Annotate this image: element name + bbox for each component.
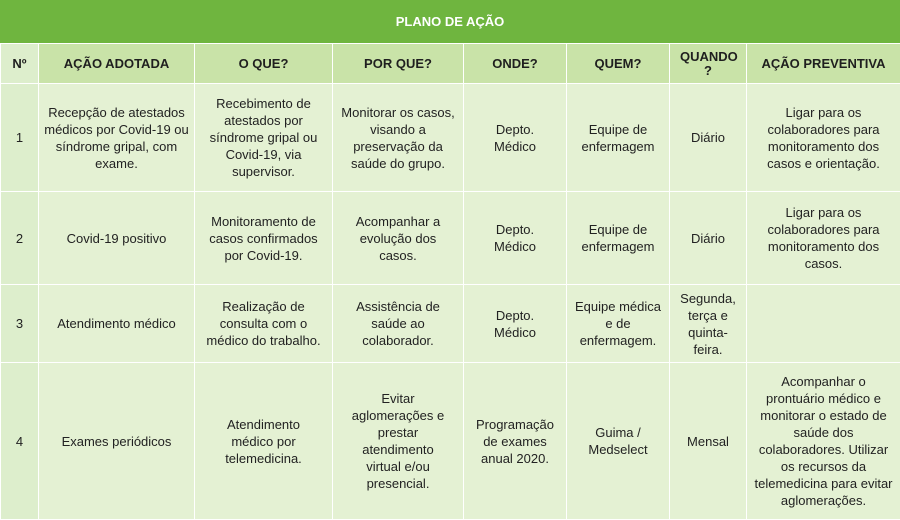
cell-onde: Programação de exames anual 2020. (464, 363, 567, 520)
cell-oque: Atendimento médico por telemedicina. (195, 363, 333, 520)
cell-quando: Diário (670, 84, 747, 192)
cell-quem: Equipe de enfermagem (567, 192, 670, 285)
cell-acao: Exames periódicos (39, 363, 195, 520)
cell-preventiva (747, 285, 900, 363)
cell-porque: Acompanhar a evolução dos casos. (333, 192, 464, 285)
cell-acao: Atendimento médico (39, 285, 195, 363)
cell-num: 2 (1, 192, 39, 285)
cell-quando: Diário (670, 192, 747, 285)
cell-oque: Monitoramento de casos confirmados por Covid-19. (195, 192, 333, 285)
cell-quem: Equipe de enfermagem (567, 84, 670, 192)
cell-porque: Monitorar os casos, visando a preservação da saúde do grupo. (333, 84, 464, 192)
cell-onde: Depto. Médico (464, 192, 567, 285)
header-acao: AÇÃO ADOTADA (39, 44, 195, 84)
header-num: Nº (1, 44, 39, 84)
header-porque: POR QUE? (333, 44, 464, 84)
cell-num: 1 (1, 84, 39, 192)
header-quando: QUANDO ? (670, 44, 747, 84)
cell-preventiva: Acompanhar o prontuário médico e monitorar o estado de saúde dos colaboradores. Utilizar os recursos da telemedicina para evitar aglomerações. (747, 363, 900, 520)
cell-quando: Segunda, terça e quinta-feira. (670, 285, 747, 363)
header-onde: ONDE? (464, 44, 567, 84)
action-plan-table (0, 43, 900, 520)
cell-num: 3 (1, 285, 39, 363)
cell-onde: Depto. Médico (464, 84, 567, 192)
table-row (1, 285, 900, 363)
cell-acao: Covid-19 positivo (39, 192, 195, 285)
cell-quando: Mensal (670, 363, 747, 520)
cell-oque: Realização de consulta com o médico do trabalho. (195, 285, 333, 363)
table-row (1, 84, 900, 192)
header-quem: QUEM? (567, 44, 670, 84)
cell-porque: Assistência de saúde ao colaborador. (333, 285, 464, 363)
cell-porque: Evitar aglomerações e prestar atendimento virtual e/ou presencial. (333, 363, 464, 520)
cell-num: 4 (1, 363, 39, 520)
table-title: PLANO DE AÇÃO (0, 0, 900, 43)
cell-preventiva: Ligar para os colaboradores para monitoramento dos casos. (747, 192, 900, 285)
cell-acao: Recepção de atestados médicos por Covid-19 ou síndrome gripal, com exame. (39, 84, 195, 192)
cell-quem: Equipe médica e de enfermagem. (567, 285, 670, 363)
table-row (1, 363, 900, 520)
table-row (1, 192, 900, 285)
cell-quem: Guima / Medselect (567, 363, 670, 520)
cell-preventiva: Ligar para os colaboradores para monitoramento dos casos e orientação. (747, 84, 900, 192)
header-oque: O QUE? (195, 44, 333, 84)
header-row (1, 44, 900, 84)
cell-onde: Depto. Médico (464, 285, 567, 363)
header-preventiva: AÇÃO PREVENTIVA (747, 44, 900, 84)
cell-oque: Recebimento de atestados por síndrome gripal ou Covid-19, via supervisor. (195, 84, 333, 192)
